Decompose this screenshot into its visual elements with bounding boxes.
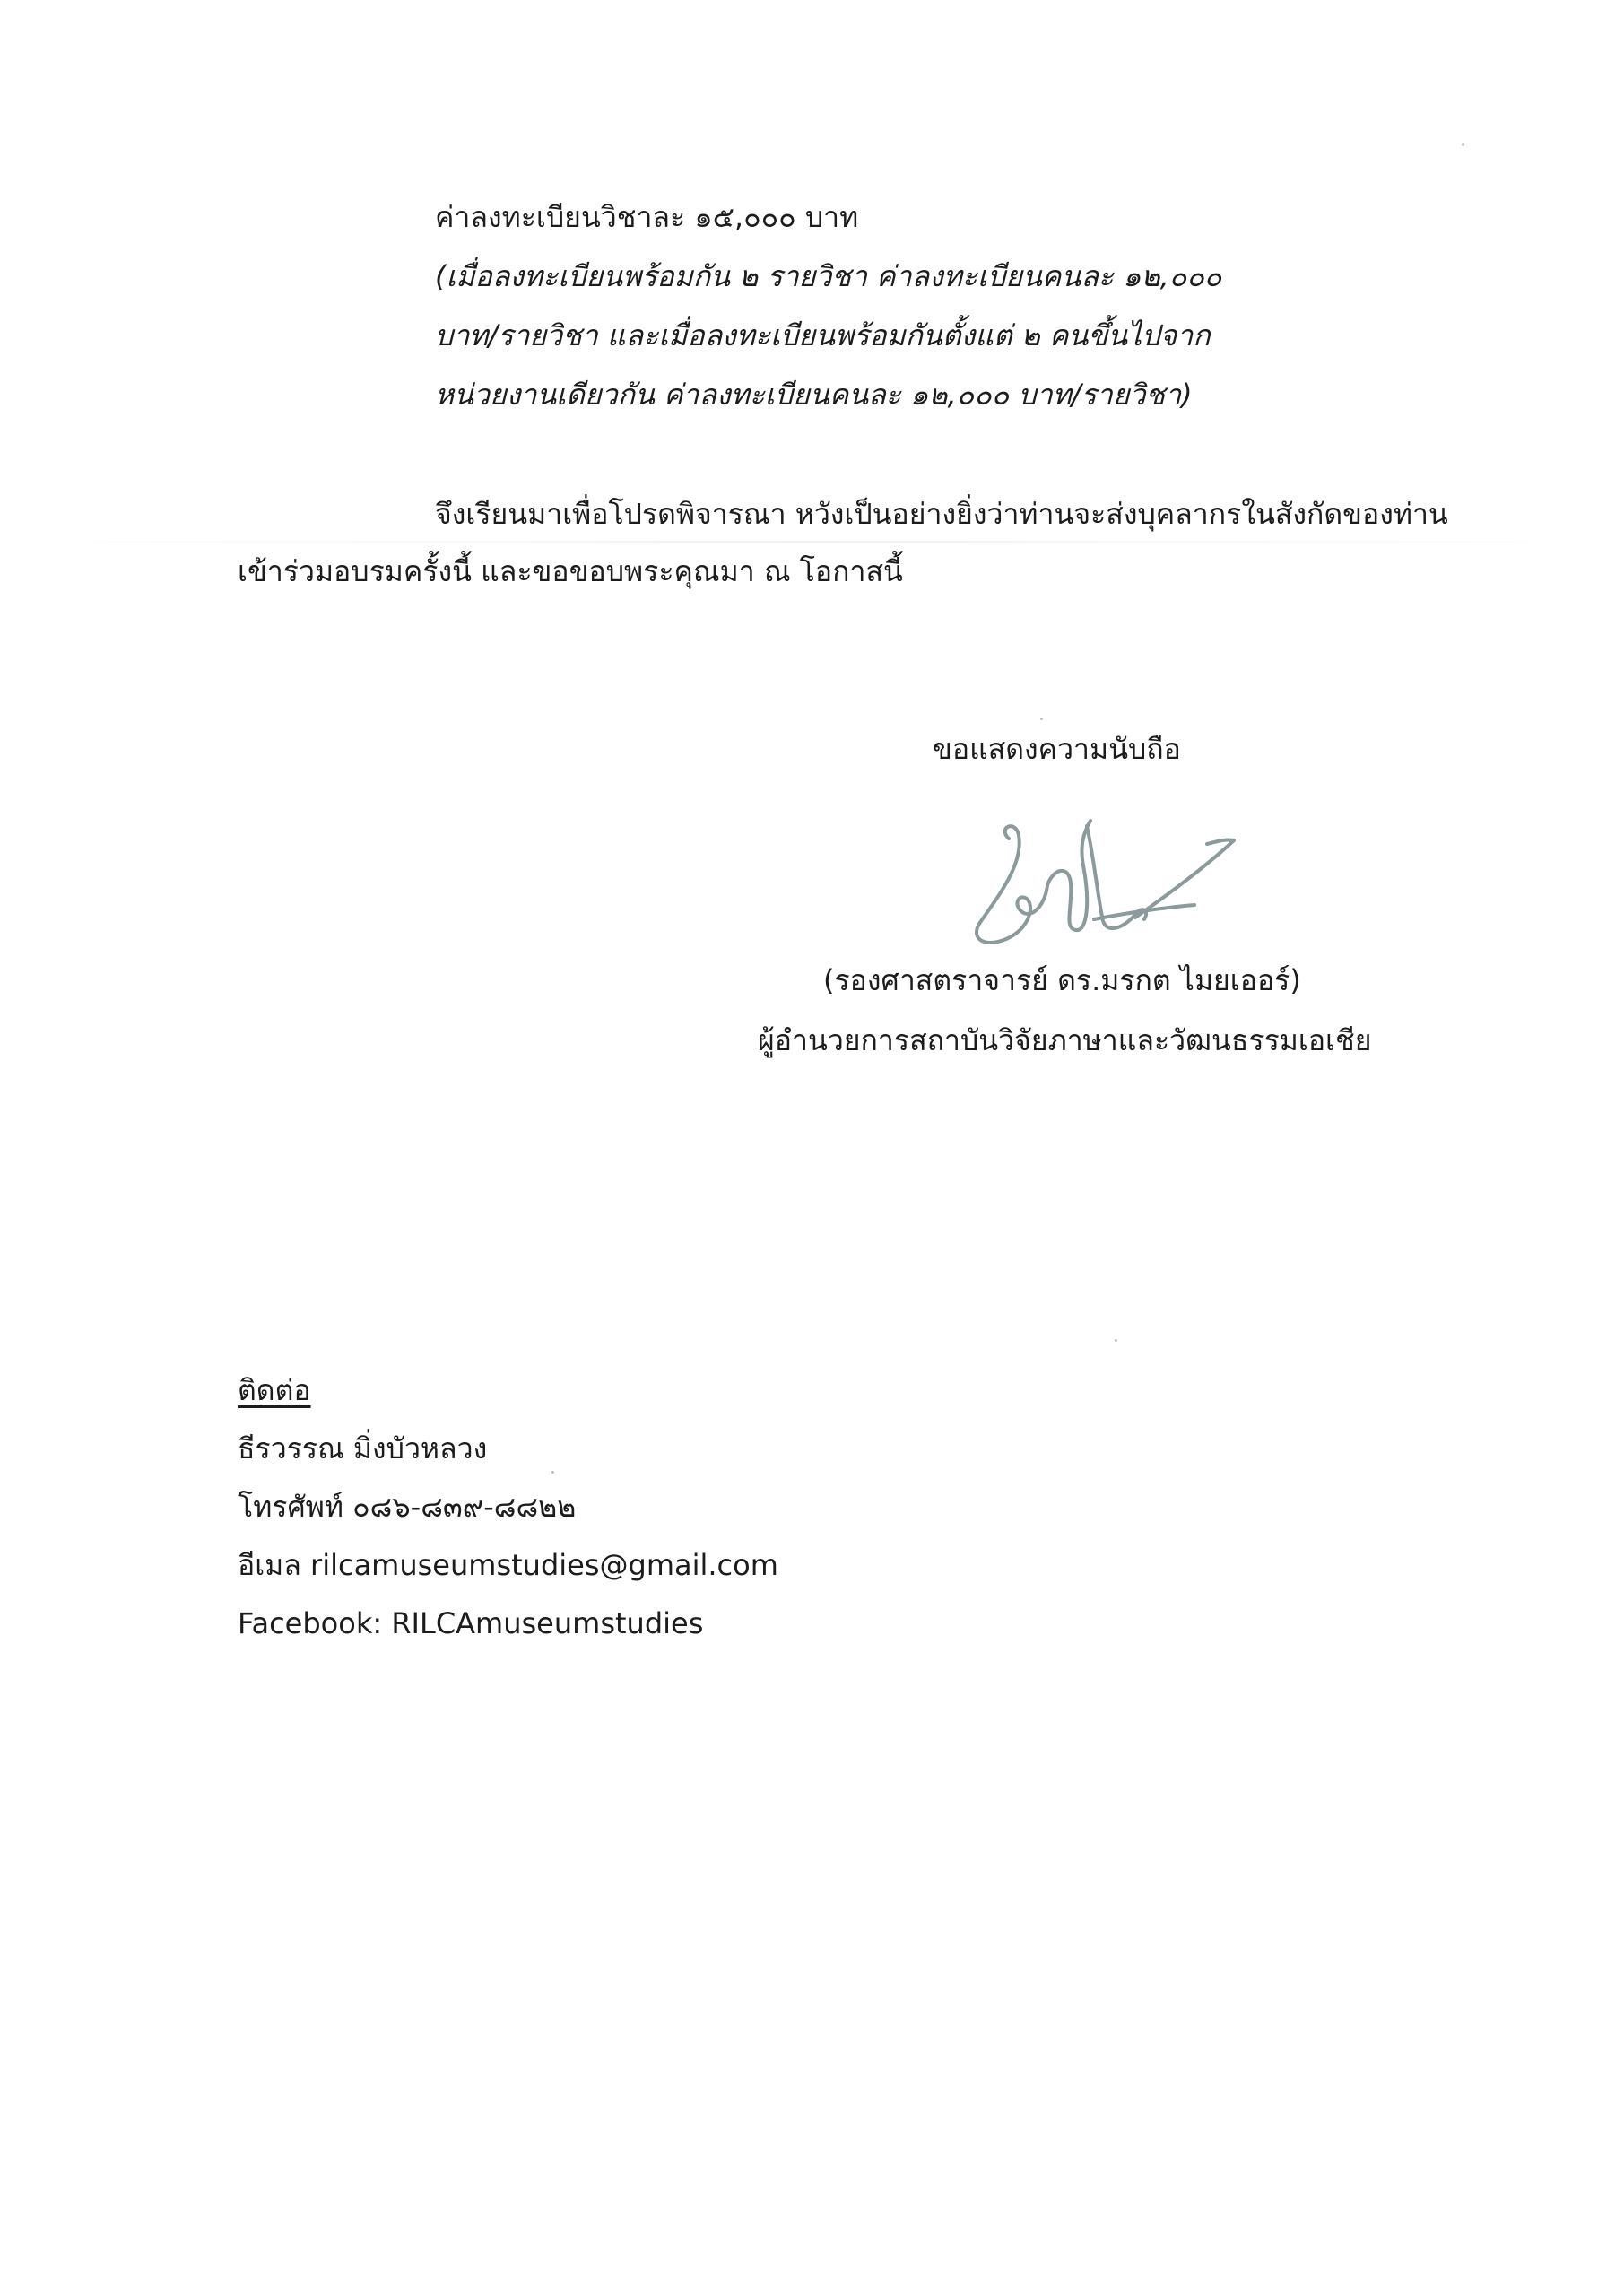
signer-name: (รองศาสตราจารย์ ดร.มรกต ไมยเออร์): [823, 963, 1301, 997]
fee-line-1: ค่าลงทะเบียนวิชาละ ๑๕,๐๐๐ บาท: [435, 200, 859, 234]
scan-speck: [1115, 1339, 1117, 1342]
signer-position: ผู้อำนวยการสถาบันวิจัยภาษาและวัฒนธรรมเอเชีย: [758, 1023, 1372, 1057]
scan-speck: [551, 1471, 554, 1474]
contact-phone: โทรศัพท์ ๐๘๖-๘๓๙-๘๘๒๒: [238, 1490, 577, 1524]
fee-line-3: บาท/รายวิชา และเมื่อลงทะเบียนพร้อมกันตั้งแต่ ๒ คนขึ้นไปจาก: [435, 318, 1211, 352]
fee-line-4: หน่วยงานเดียวกัน ค่าลงทะเบียนคนละ ๑๒,๐๐๐ บาท/รายวิชา): [435, 378, 1193, 412]
contact-email: อีเมล rilcamuseumstudies@gmail.com: [238, 1548, 778, 1582]
scan-crease: [0, 541, 1624, 543]
scan-speck: [1462, 144, 1464, 146]
regards-text: ขอแสดงความนับถือ: [933, 732, 1181, 766]
closing-line-2: เข้าร่วมอบรมครั้งนี้ และขอขอบพระคุณมา ณ โอกาสนี้: [238, 554, 903, 588]
fee-line-2: (เมื่อลงทะเบียนพร้อมกัน ๒ รายวิชา ค่าลงทะเบียนคนละ ๑๒,๐๐๐: [435, 259, 1222, 293]
contact-facebook: Facebook: RILCAmuseumstudies: [238, 1606, 704, 1640]
contact-heading: ติดต่อ: [238, 1373, 311, 1407]
scan-speck: [1040, 718, 1043, 720]
contact-person: ธีรวรรณ มิ่งบัวหลวง: [238, 1431, 488, 1465]
signature-image: [960, 803, 1246, 960]
closing-line-1: จึงเรียนมาเพื่อโปรดพิจารณา หวังเป็นอย่างยิ่งว่าท่านจะส่งบุคลากรในสังกัดของท่าน: [435, 497, 1448, 531]
